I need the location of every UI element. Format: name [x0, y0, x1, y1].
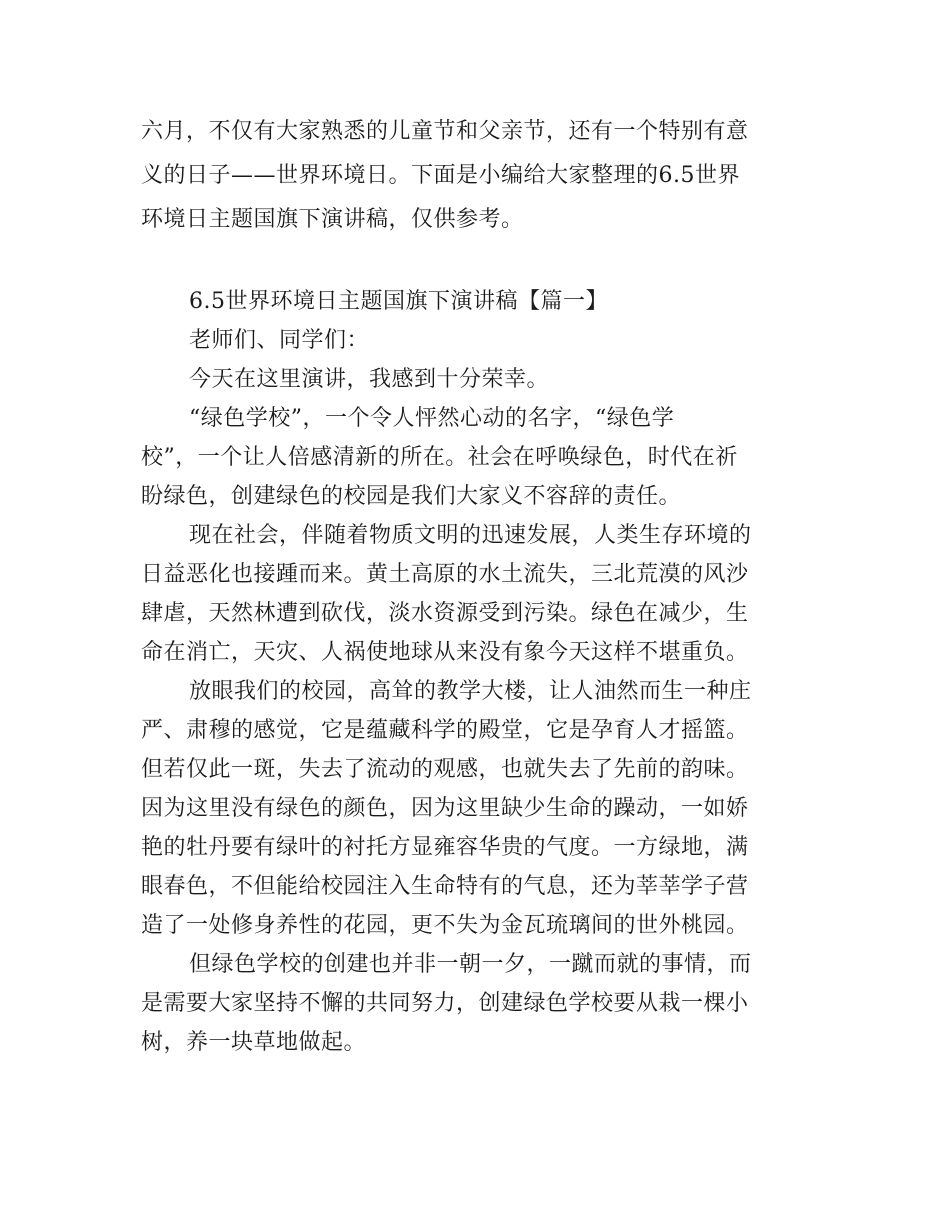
speech-paragraph	[141, 516, 813, 672]
paragraph-line: 是需要大家坚持不懈的共同努力，创建绿色学校要从栽一棵小	[141, 991, 749, 1016]
speech-heading: 6.5世界环境日主题国旗下演讲稿【篇一】	[189, 289, 608, 314]
paragraph-line: 放眼我们的校园，高耸的教学大楼，让人油然而生一种庄	[189, 679, 752, 704]
intro-line: 环境日主题国旗下演讲稿，仅供参考。	[141, 207, 524, 232]
paragraph-line: 日益恶化也接踵而来。黄土高原的水土流失，三北荒漠的风沙	[141, 562, 749, 587]
speech-paragraph	[141, 360, 813, 399]
paragraph-line: 盼绿色，创建绿色的校园是我们大家义不容辞的责任。	[141, 484, 682, 509]
paragraph-line: 因为这里没有绿色的颜色，因为这里缺少生命的躁动，一如娇	[141, 796, 749, 821]
speech-paragraph	[141, 399, 813, 516]
intro-line: 义的日子——世界环境日。下面是小编给大家整理的6.5世界	[141, 163, 740, 188]
paragraph-line: “绿色学校”，一个令人怦然心动的名字，“绿色学	[189, 406, 675, 431]
paragraph-line: 造了一处修身养性的花园，更不失为金瓦琉璃间的世外桃园。	[141, 913, 749, 938]
paragraph-line: 艳的牡丹要有绿叶的衬托方显雍容华贵的气度。一方绿地，满	[141, 835, 749, 860]
speech-paragraph	[141, 945, 813, 1062]
paragraph-line: 眼春色，不但能给校园注入生命特有的气息，还为莘莘学子营	[141, 874, 749, 899]
speech-paragraph	[141, 672, 813, 945]
paragraph-line: 现在社会，伴随着物质文明的迅速发展，人类生存环境的	[189, 523, 752, 548]
intro-paragraph	[141, 110, 813, 242]
speech-salutation: 老师们、同学们：	[189, 328, 370, 353]
paragraph-line: 校”，一个让人倍感清新的所在。社会在呼唤绿色，时代在祈	[141, 445, 738, 470]
paragraph-line: 树，养一块草地做起。	[141, 1030, 367, 1055]
paragraph-line: 但若仅此一斑，失去了流动的观感，也就失去了先前的韵味。	[141, 757, 749, 782]
paragraph-line: 肆虐，天然林遭到砍伐，淡水资源受到污染。绿色在减少，生	[141, 601, 749, 626]
intro-line: 六月，不仅有大家熟悉的儿童节和父亲节，还有一个特别有意	[141, 119, 749, 144]
paragraph-line: 但绿色学校的创建也并非一朝一夕，一蹴而就的事情，而	[189, 952, 752, 977]
paragraph-line: 命在消亡，天灾、人祸使地球从来没有象今天这样不堪重负。	[141, 640, 749, 665]
paragraph-line: 今天在这里演讲，我感到十分荣幸。	[189, 367, 550, 392]
paragraph-line: 严、肃穆的感觉，它是蕴藏科学的殿堂，它是孕育人才摇篮。	[141, 718, 749, 743]
speech-section	[141, 282, 813, 1062]
